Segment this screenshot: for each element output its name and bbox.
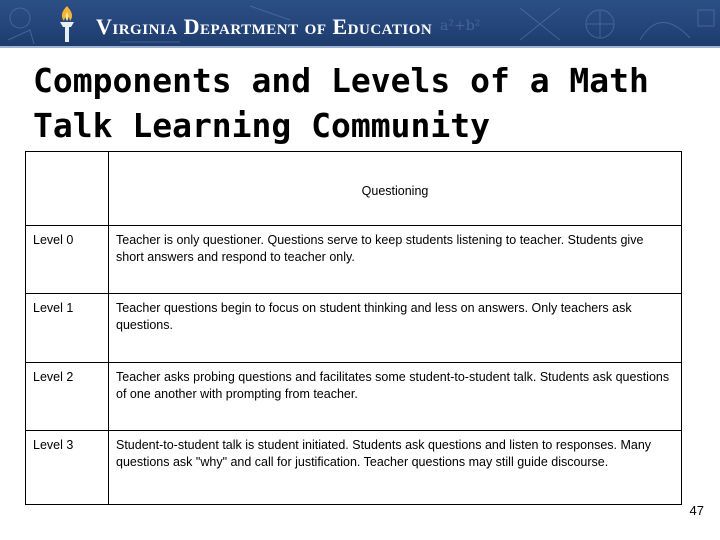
- slide-title: Components and Levels of a Math Talk Learning Community: [33, 61, 649, 145]
- table-row: [26, 363, 682, 431]
- table-row: [26, 226, 682, 294]
- level-cell: Level 1: [26, 294, 109, 363]
- description-cell: Teacher questions begin to focus on student thinking and less on answers. Only teachers ask questions.: [109, 294, 682, 363]
- description-cell: Teacher asks probing questions and facilitates some student-to-student talk. Students ask questions of one another with prompting from teacher.: [109, 363, 682, 431]
- slide-number: 47: [689, 503, 704, 518]
- level-cell: Level 0: [26, 226, 109, 294]
- component-column-header: Questioning: [109, 152, 682, 226]
- level-column-header: [26, 152, 109, 226]
- table-header-row: [26, 152, 682, 226]
- description-cell: Teacher is only questioner. Questions serve to keep students listening to teacher. Students give short answers and respond to teacher only.: [109, 226, 682, 294]
- table-row: [26, 431, 682, 505]
- header-banner: [0, 0, 720, 48]
- level-cell: Level 3: [26, 431, 109, 505]
- description-cell: Student-to-student talk is student initiated. Students ask questions and listen to responses. Many questions ask "why" and call for justification. Teacher questions may still guide discourse.: [109, 431, 682, 505]
- level-cell: Level 2: [26, 363, 109, 431]
- table-row: [26, 294, 682, 363]
- torch-icon: [52, 4, 82, 44]
- organization-name: Virginia Department of Education: [96, 14, 433, 39]
- levels-table: [25, 151, 682, 505]
- svg-text:a²+b²: a²+b²: [440, 18, 481, 34]
